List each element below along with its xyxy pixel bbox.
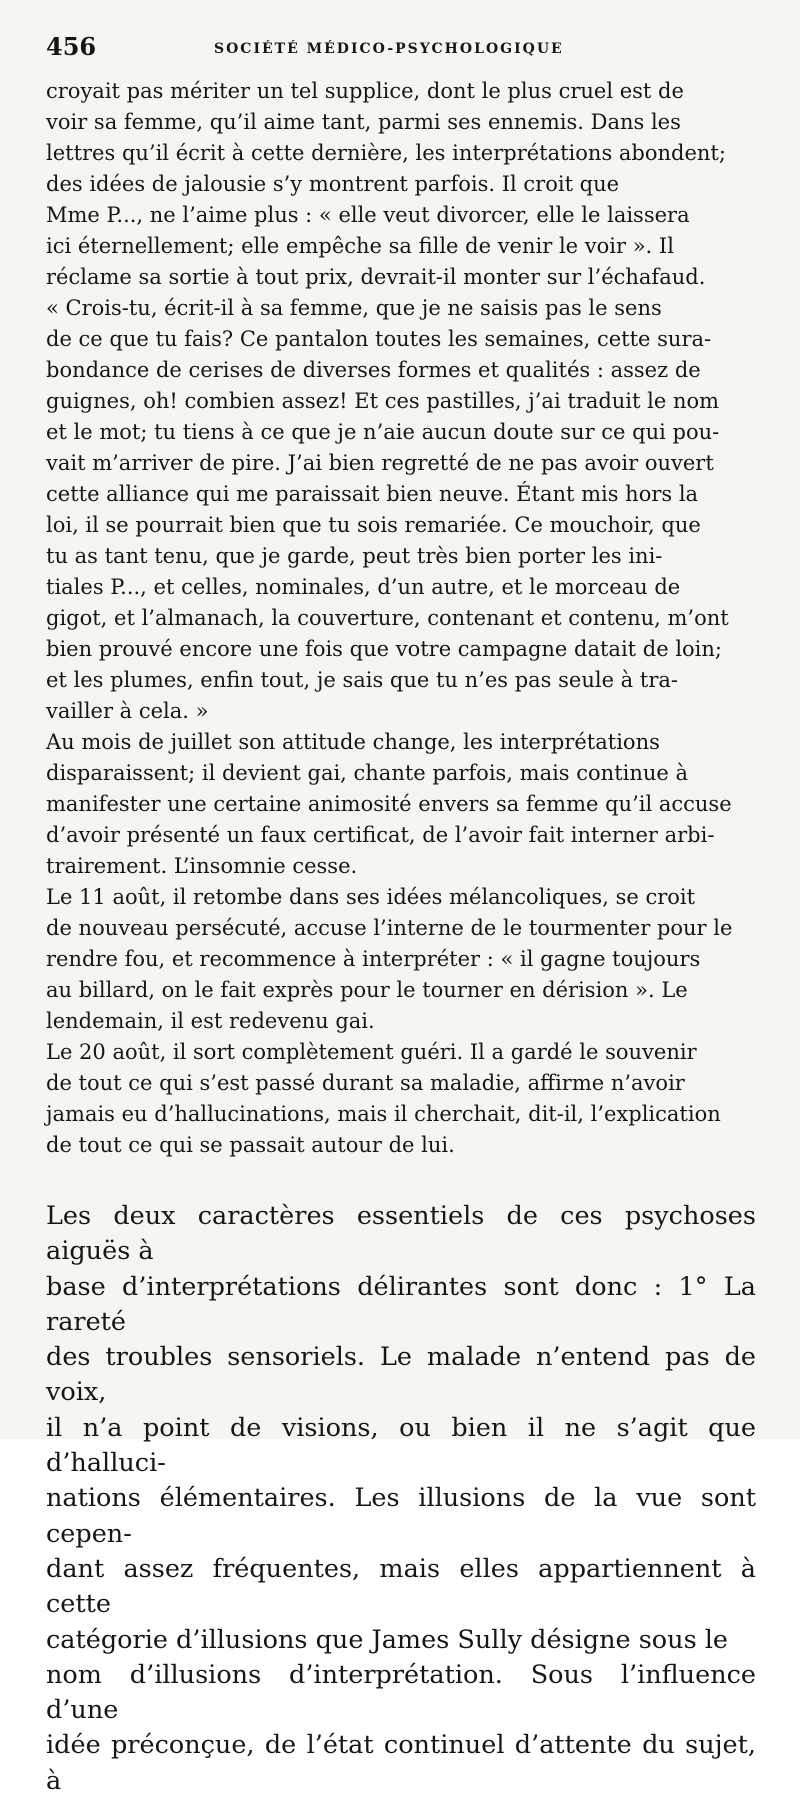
paragraph-august-11: Le 11 août, il retombe dans ses idées mélancoliques, se croit de nouveau persécuté, accuse l’interne de le tourmenter pour le rendre fou, et recommence à interpréter : « il gagne toujours au billard, on le fait exprès pour le tourner en dérision ». Le lendemain, il est redevenu gai.	[46, 885, 733, 1033]
paragraph-letter-summary: croyait pas mériter un tel supplice, dont le plus cruel est de voir sa femme, qu’il aime tant, parmi ses ennemis. Dans les lettres qu’il écrit à cette dernière, les interprétations abondent; des idées de jalousie s’y montrent parfois. Il croit que Mme P..., ne l’aime plus : « elle veut divorcer, elle le laissera ici éternellement; elle empêche sa fille de venir le voir ». Il réclame sa sortie à tout prix, devrait-il monter sur l’échafaud.	[46, 79, 726, 289]
page-number: 456	[46, 32, 97, 61]
section-gap	[46, 1161, 756, 1199]
paragraph-august-20: Le 20 août, il sort complètement guéri. Il a gardé le souvenir de tout ce qui s’est passé durant sa maladie, affirme n’avoir jamais eu d’hallucinations, mais il cherchait, dit-il, l’explication de tout ce qui se passait autour de lui.	[46, 1040, 721, 1157]
paragraph-essential-characters: Les deux caractères essentiels de ces psychoses aiguës à base d’interprétations délirantes sont donc : 1° La rareté des troubles sensoriels. Le malade n’entend pas de voix, il n’a point de visions, ou bien il ne s’agit que d’halluci- nations élémentaires. Les illusions de la vue sont cepen- dant assez fréquentes, mais elles appartiennent à cette catégorie d’illusions que James Sully désigne sous le nom d’illusions d’interprétation. Sous l’influence d’une idée préconçue, de l’état continuel d’attente du sujet, à	[46, 1201, 756, 1796]
running-head: SOCIÉTÉ MÉDICO-PSYCHOLOGIQUE	[214, 41, 564, 57]
page-header	[46, 30, 756, 70]
paragraph-quoted-letter: « Crois-tu, écrit-il à sa femme, que je ne saisis pas le sens de ce que tu fais? Ce pantalon toutes les semaines, cette sura- bondance de cerises de diverses formes et qualités : assez de guignes, oh! combien assez! Et ces pastilles, j’ai traduit le nom et le mot; tu tiens à ce que je n’aie aucun doute sur ce qui pou- vait m’arriver de pire. J’ai bien regretté de ne pas avoir ouvert cette alliance qui me paraissait bien neuve. Étant mis hors la loi, il se pourrait bien que tu sois remariée. Ce mouchoir, que tu as tant tenu, que je garde, peut très bien porter les ini- tiales P..., et celles, nominales, d’un autre, et le morceau de gigot, et l’almanach, la couverture, contenant et contenu, m’ont bien prouvé encore une fois que votre campagne datait de loin; et les plumes, enfin tout, je sais que tu n’es pas seule à tra- vailler à cela. »	[46, 296, 729, 723]
page-body	[46, 76, 756, 1799]
paragraph-july: Au mois de juillet son attitude change, les interprétations disparaissent; il devient gai, chante parfois, mais continue à manifester une certaine animosité envers sa femme qu’il accuse d’avoir présenté un faux certificat, de l’avoir fait interner arbi- trairement. L’insomnie cesse.	[46, 730, 732, 878]
